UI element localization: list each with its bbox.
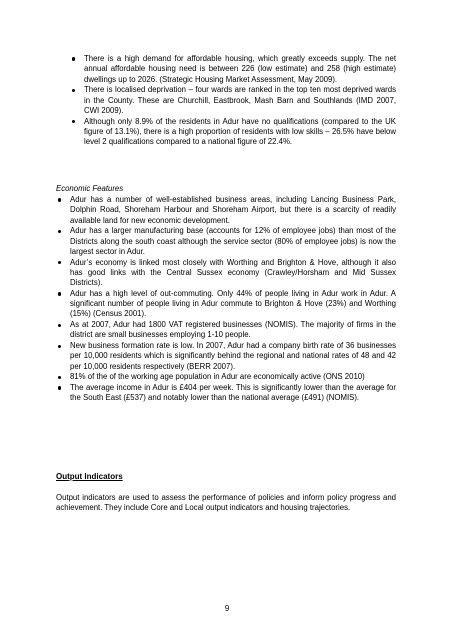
list-item: Although only 8.9% of the residents in Adur have no qualifications (compared to the UK figure of 13.1%), there is a high proportion of residents with low skills – 26.5% have below level 2 qualifications compared to a national figure of 22.4%.: [70, 117, 396, 148]
page-number: 9: [224, 604, 230, 613]
list-item: Adur has a larger manufacturing base (accounts for 12% of employee jobs) than most of the Districts along the south coast although the service sector (80% of employee jobs) is now the largest sector in Adur.: [56, 226, 396, 257]
list-item: As at 2007, Adur had 1800 VAT registered businesses (NOMIS). The majority of firms in the district are small businesses employing 1-10 people.: [56, 320, 396, 341]
list-item: There is a high demand for affordable housing, which greatly exceeds supply. The net annual affordable housing need is between 226 (low estimate) and 258 (high estimate) dwellings up to 2026. (Strategic Housing Market Assessment, May 2009).: [70, 54, 396, 85]
economic-features-heading: Economic Features: [56, 184, 124, 193]
list-item: There is localised deprivation – four wards are ranked in the top ten most deprived wards in the County. These are Churchill, Eastbrook, Mash Barn and Southlands (IMD 2007, CWI 2009).: [70, 85, 396, 116]
list-item: Adur has a high level of out-commuting. Only 44% of people living in Adur work in Adur. A significant number of people living in Adur commute to Brighton & Hove (23%) and Worthing (15%) (Census 2001).: [56, 289, 396, 320]
output-indicators-paragraph: Output indicators are used to assess the performance of policies and inform policy progress and achievement. They include Core and Local output indicators and housing trajectories.: [56, 493, 396, 513]
list-item: The average income in Adur is £404 per week. This is significantly lower than the average for the South East (£537) and notably lower than the national average (£491) (NOMIS).: [56, 383, 396, 404]
list-item: 81% of the of the working age population in Adur are economically active (ONS 2010): [56, 372, 396, 382]
list-item: Adur’s economy is linked most closely with Worthing and Brighton & Hove, although it also has good links with the Central Sussex economy (Crawley/Horsham and Mid Sussex Districts).: [56, 258, 396, 289]
economic-bullet-list: [56, 195, 396, 404]
list-item: Adur has a number of well-established business areas, including Lancing Business Park, Dolphin Road, Shoreham Harbour and Shoreham Airport, but there is a scarcity of readily available land for new economic development.: [56, 195, 396, 226]
list-item: New business formation rate is low. In 2007, Adur had a company birth rate of 36 businesses per 10,000 residents which is significantly behind the regional and national rates of 48 and 42 per 10,000 residents respectively (BERR 2007).: [56, 341, 396, 372]
output-indicators-heading: Output Indicators: [56, 472, 123, 481]
deprivation-bullet-list: [70, 54, 396, 148]
